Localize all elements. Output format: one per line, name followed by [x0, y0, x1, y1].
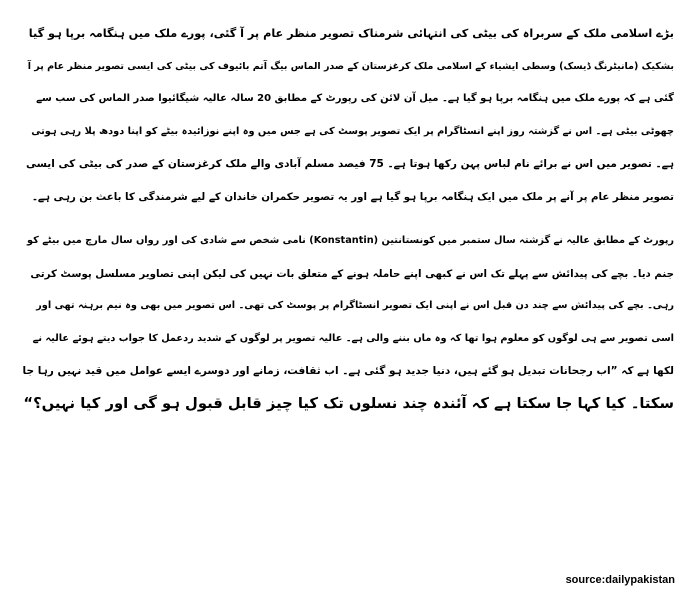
article-line: لکھا ہے کہ ”اب رجحانات تبدیل ہو گئے ہیں، دنیا جدید ہو گئی ہے۔ اب ثقافت، زمانے اور دوسرے ایسے عوامل میں قید نہیں رہا جا — [22, 365, 674, 377]
article-line: جنم دیا۔ بچے کی پیدائش سے پہلے تک اس نے کبھی اپنے حاملہ ہونے کے متعلق بات نہیں کی لیکن اپنی تصاویر مسلسل پوسٹ کرتی — [30, 267, 674, 280]
article-line: اسی تصویر سے ہی لوگوں کو معلوم ہوا تھا کہ وہ ماں بننے والی ہے۔ عالیہ تصویر پر لوگوں کے شدید ردعمل کا جواب دیتے ہوئے عالیہ نے — [32, 332, 674, 344]
article-line: چھوٹی بیٹی ہے۔ اس نے گزشتہ روز اپنے انسٹاگرام پر ایک تصویر پوسٹ کی ہے جس میں وہ اپنے نوزائیدہ بیٹے کو اپنا دودھ پلا رہی ہوتی — [31, 125, 674, 137]
article-line: سکتا۔ کیا کہا جا سکتا ہے کہ آئندہ چند نسلوں تک کیا چیز قابل قبول ہو گی اور کیا نہیں؟“ — [23, 394, 674, 412]
article-line: بڑے اسلامی ملک کے سربراہ کی بیٹی کی انتہائی شرمناک تصویر منظر عام پر آ گئی، پورے ملک میں ہنگامہ برپا ہو گیا — [28, 27, 674, 40]
article-body — [22, 18, 674, 420]
article-paragraph — [22, 18, 674, 213]
article-line: تصویر منظر عام پر آنے پر ملک میں ایک ہنگامہ برپا ہو گیا ہے اور یہ تصویر حکمران خاندان کے لیے شرمندگی کا باعث بن رہی ہے۔ — [31, 190, 674, 203]
source-credit: source:dailypakistan — [565, 574, 675, 586]
article-line: گئی ہے کہ پورے ملک میں ہنگامہ برپا ہو گیا ہے۔ میل آن لائن کی رپورٹ کے مطابق 20 سالہ عالیہ شیگائیوا صدر الماس کی سب سے — [36, 93, 674, 104]
article-line: رپورٹ کے مطابق عالیہ نے گزشتہ سال ستمبر میں کونستانتین (Konstantin) نامی شخص سے شادی کی اور رواں سال مارچ میں بیٹے کو — [27, 235, 674, 246]
article-paragraph — [22, 225, 674, 420]
article-line: ہے۔ تصویر میں اس نے برائے نام لباس پہن رکھا ہوتا ہے۔ 75 فیصد مسلم آبادی والے ملک کرغزستان کے صدر کی بیٹی کی ایسی — [26, 158, 674, 170]
article-line: بشکیک (مانیٹرنگ ڈیسک) وسطی ایشیاء کے اسلامی ملک کرغزستان کے صدر الماس بیگ آتم بائیوف کی بیٹی کی ایسی تصویر منظر عام پر آ — [27, 60, 674, 72]
article-line: رہی۔ بچے کی پیدائش سے چند دن قبل اس نے اپنی ایک تصویر انسٹاگرام پر پوسٹ کی تھی۔ اس تصویر میں بھی وہ نیم برہنہ تھی اور — [36, 300, 674, 311]
